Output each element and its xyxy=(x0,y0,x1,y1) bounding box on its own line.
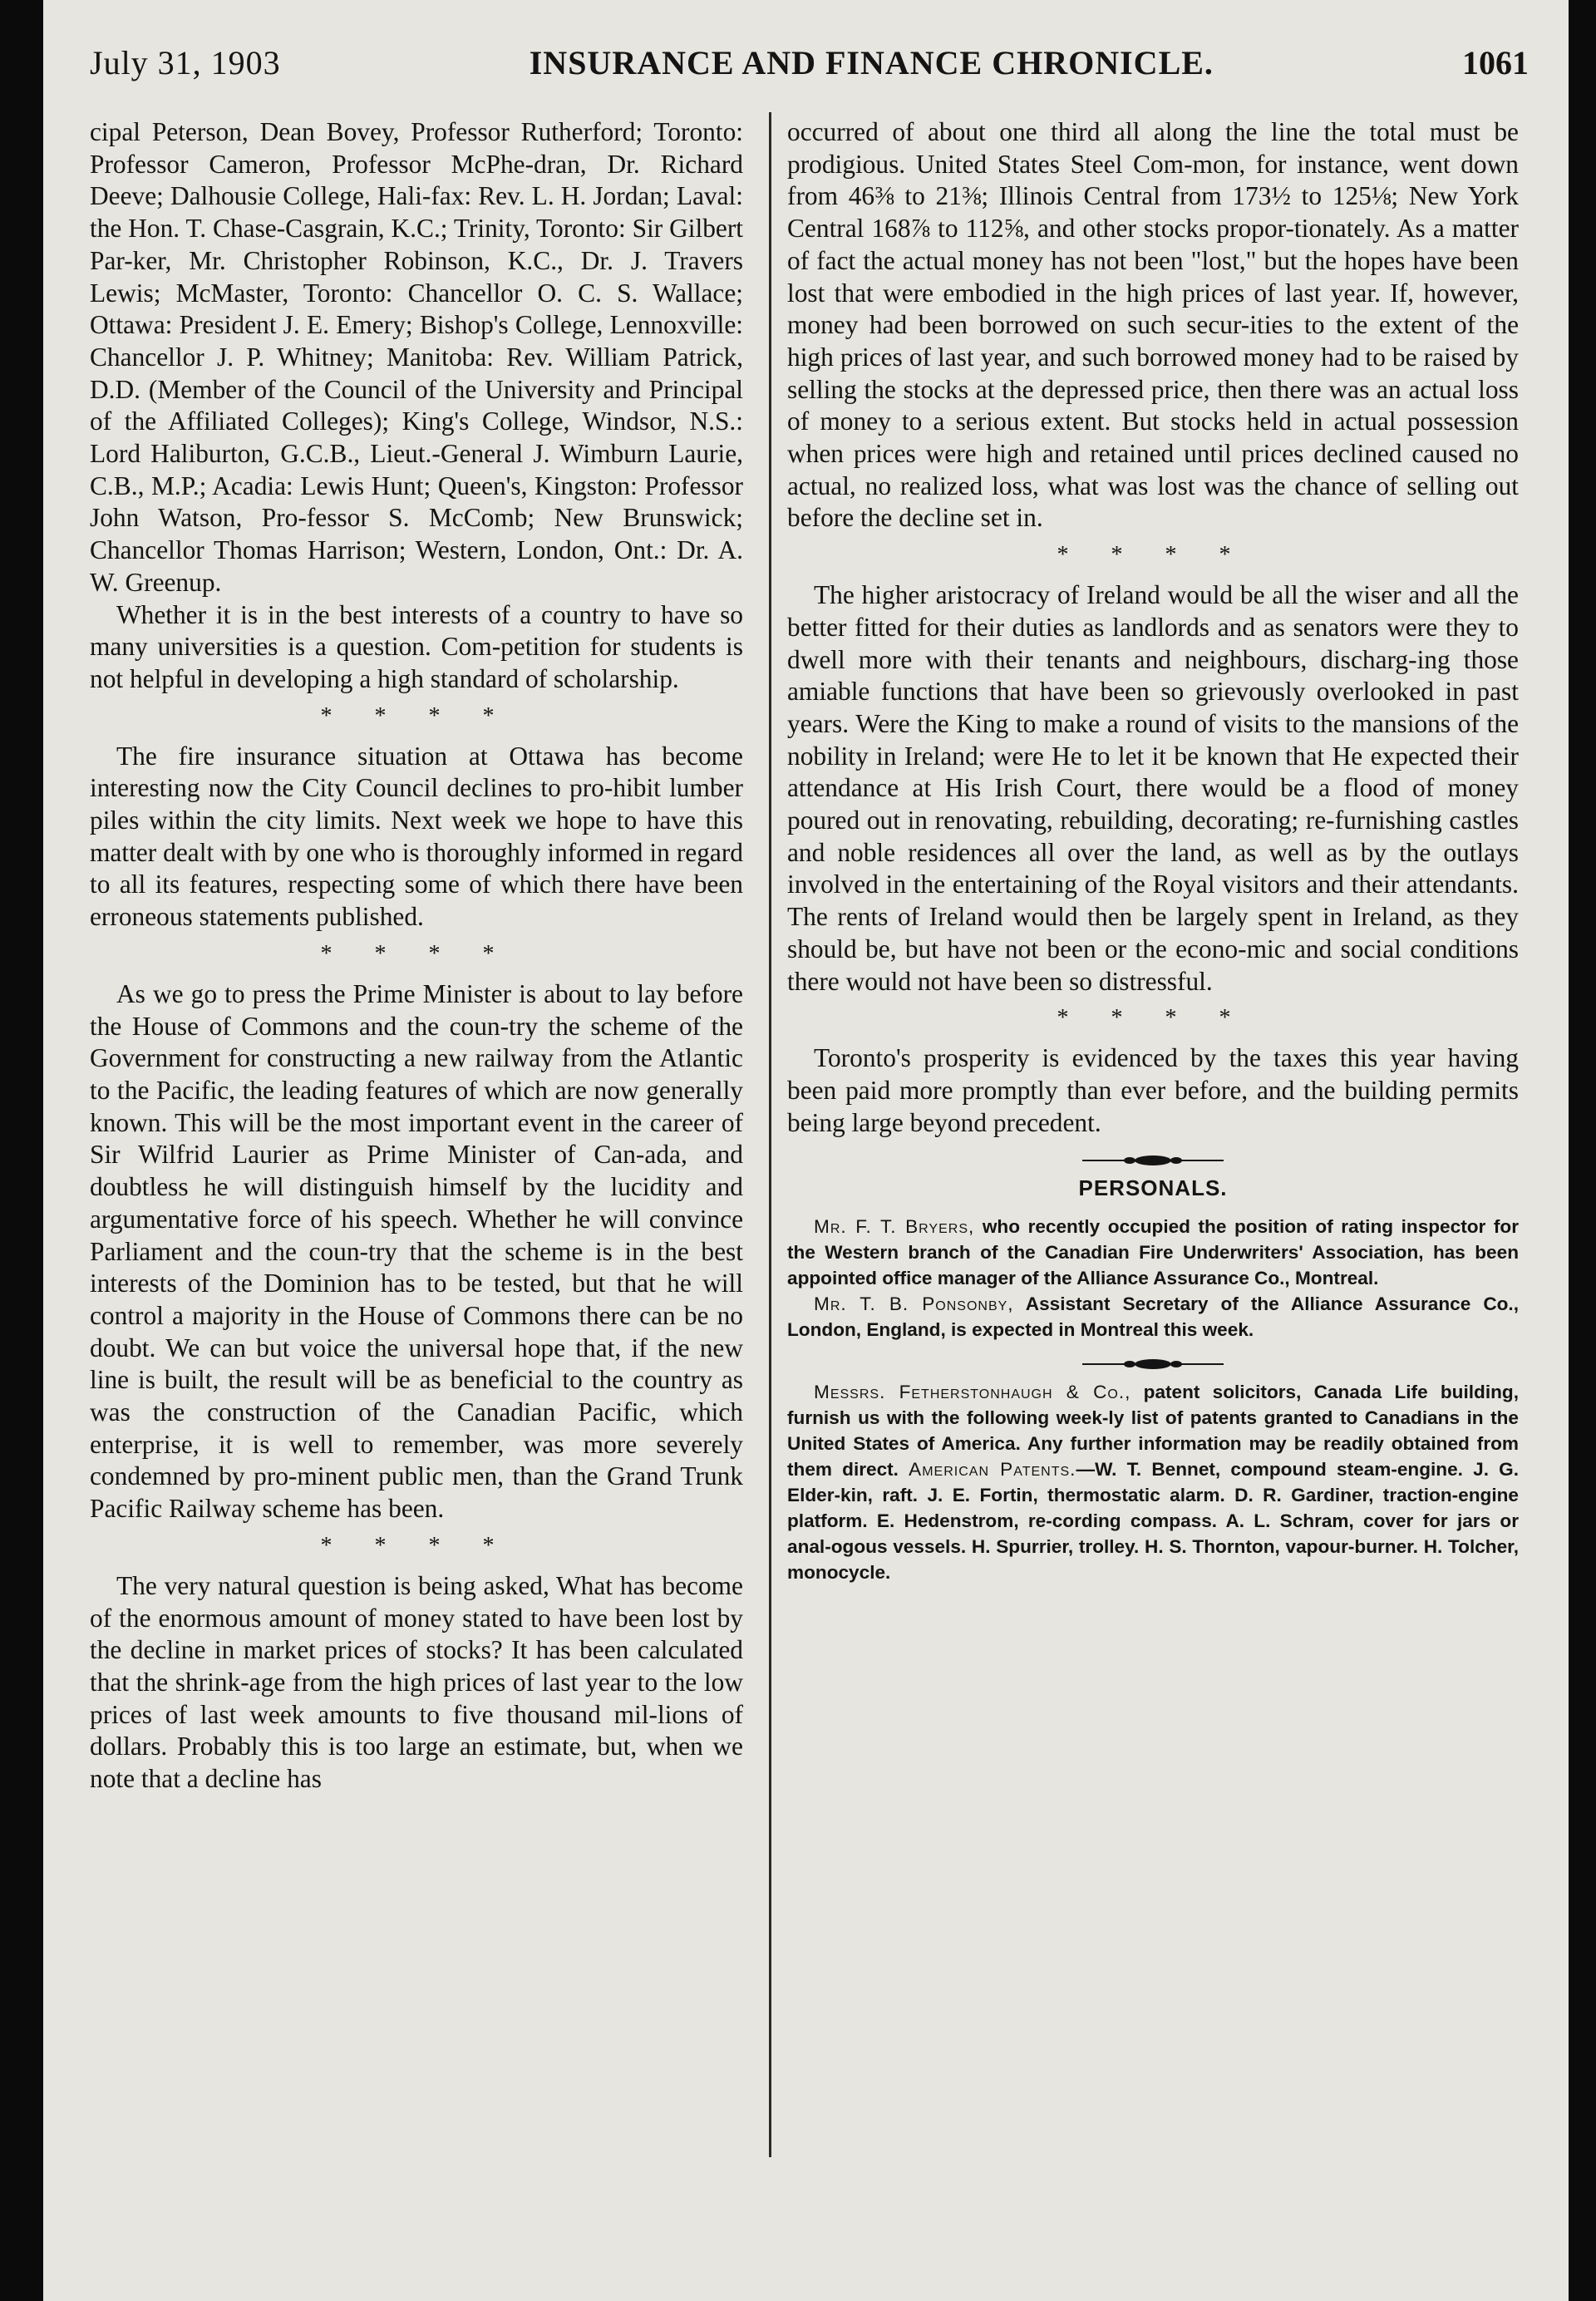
paragraph-stock-decline-cont: occurred of about one third all along the line the total must be prodigious. United States Steel Com-mon, for instance, went down from 46⅜ to 21⅜; Illinois Central from 173½ to 125⅛; New York Central 168⅞ to 112⅝, and other stocks propor-tionately. As a matter of fact the actual money has not been "lost," but the hopes have been lost that were embodied in the high prices of last year. If, however, money had been borrowed on such secur-ities to the extent of the high prices of last year, and such borrowed money had to be raised by selling the stocks at the depressed price, then there was an actual loss of money to a serious extent. But stocks held in actual possession when prices were high and retained until prices declined caused no actual, no realized loss, what was lost was the chance of selling out before the decline set in. xyxy=(787,117,1519,533)
section-separator: * * * * xyxy=(1057,1005,1249,1032)
personal-name: Mr. T. B. Ponsonby, xyxy=(814,1293,1014,1315)
page-number: 1061 xyxy=(1461,44,1529,81)
issue-date: July 31, 1903 xyxy=(90,44,281,81)
personal-name: Mr. F. T. Bryers, xyxy=(814,1216,975,1238)
section-separator: * * * * xyxy=(320,702,513,729)
newspaper-page xyxy=(43,0,1569,2301)
paragraph-universities-question: Whether it is in the best interests of a country to have so many universities is a question. Com-petition for students is not helpful in developing a high standard of scholarship. xyxy=(90,599,743,693)
page-header xyxy=(90,43,1529,93)
paragraph-ottawa-fire: The fire insurance situation at Ottawa has become interesting now the City Council declines to pro-hibit lumber piles within the city limits. Next week we hope to have this matter dealt with by one who is thoroughly informed in regard to all its features, respecting some of which there have been erroneous statements published. xyxy=(90,741,743,932)
patents-label: American Patents. xyxy=(909,1459,1076,1481)
patents-intro: patent solicitors, Canada Life building, furnish us with the following week-ly list of patents granted to Canadians in the United States of America. Any further information may be readily obtained from them direct. xyxy=(787,1382,1519,1481)
section-separator: * * * * xyxy=(1057,542,1249,569)
paragraph-universities-list: cipal Peterson, Dean Bovey, Professor Rutherford; Toronto: Professor Cameron, Professor McPhe-dran, Dr. Richard Deeve; Dalhousie College, Hali-fax: Rev. L. H. Jordan; Laval: the Hon. T. Chase-Casgrain, K.C.; Trinity, Toronto: Sir Gilbert Par-ker, Mr. Christopher Robinson, K.C., Dr. J. Travers Lewis; McMaster, Toronto: Chancellor O. C. S. Wallace; Ottawa: President J. E. Emery; Bishop's College, Lennoxville: Chancellor J. P. Whitney; Manitoba: Rev. William Patrick, D.D. (Member of the Council of the University and Principal of the Affiliated Colleges); King's College, Windsor, N.S.: Lord Haliburton, G.C.B., Lieut.-General J. Wimburn Laurie, C.B., M.P.; Acadia: Lewis Hunt; Queen's, Kingston: Professor John Watson, Pro-fessor S. McComb; New Brunswick; Chancellor Thomas Harrison; Western, London, Ont.: Dr. A. W. Greenup. xyxy=(90,117,743,597)
publication-title: INSURANCE AND FINANCE CHRONICLE. xyxy=(529,44,1214,81)
left-column xyxy=(90,116,743,1796)
paragraph-stock-decline: The very natural question is being asked, What has become of the enormous amount of money stated to have been lost by the decline in market prices of stocks? It has been calculated that the shrink-age from the high prices of last year to the low prices of last week amounts to five thousand mil-lions of dollars. Probably this is too large an estimate, but, when we note that a decline has xyxy=(90,1570,743,1794)
patents-firm-name: Messrs. Fetherstonhaugh & Co., xyxy=(814,1382,1131,1403)
paragraph-ireland: The higher aristocracy of Ireland would be all the wiser and all the better fitted for their duties as landlords and as senators were they to dwell more with their tenants and neighbours, discharg-ing those amiable functions that have been so grievously overlooked in past years. Were the King to make a round of visits to the mansions of the nobility in Ireland; were He to let it be known that He expected their attendance at His Irish Court, there would be a flood of money poured out in renovating, rebuilding, decorating; re-furnishing castles and noble residences all over the land, as well as by the outlays involved in the entertaining of the Royal visitors and their attendants. The rents of Ireland would then be largely spent in Ireland, as they should be, but have not been or the econo-mic and social conditions there would not have been so distressful. xyxy=(787,580,1519,996)
ornament-divider-icon xyxy=(787,1154,1519,1167)
personals-heading: PERSONALS. xyxy=(1078,1175,1228,1201)
paragraph-toronto: Toronto's prosperity is evidenced by the taxes this year having been paid more promptly than ever before, and the building permits being large beyond precedent. xyxy=(787,1043,1519,1137)
column-divider xyxy=(769,112,771,2157)
paragraph-railway: As we go to press the Prime Minister is about to lay before the House of Commons and the coun-try the scheme of the Government for constructing a new railway from the Atlantic to the Pacific, the leading features of which are now generally known. This will be the most important event in the career of Sir Wilfrid Laurier as Prime Minister of Can-ada, and doubtless he will distinguish himself by the lucidity and argumentative force of his speech. Whether he will convince Parliament and the coun-try that the scheme is in the best interests of the Dominion has to be tested, but that he will control a majority in the House of Commons there can be no doubt. We can but voice the universal hope that, if the new line is built, the result will be as beneficial to the country as was the construction of the Canadian Pacific, which enterprise, it is well to remember, was more severely condemned by pro-minent public men, than the Grand Trunk Pacific Railway scheme has been. xyxy=(90,978,743,1524)
ornament-divider-icon xyxy=(787,1357,1519,1371)
personal-item xyxy=(787,1291,1519,1343)
patents-item xyxy=(787,1379,1519,1585)
personal-item xyxy=(787,1214,1519,1291)
personal-text: who recently occupied the position of rating inspector for the Western branch of the Canadian Fire Underwriters' Association, has been appointed office manager of the Alliance Assurance Co., Montreal. xyxy=(787,1216,1519,1289)
personal-text: Assistant Secretary of the Alliance Assurance Co., London, England, is expected in Montreal this week. xyxy=(787,1293,1519,1341)
section-separator: * * * * xyxy=(320,1532,513,1559)
patents-list: —W. T. Bennet, compound steam-engine. J. G. Elder-kin, raft. J. E. Fortin, thermostatic alarm. D. R. Gardiner, traction-engine platform. E. Hedenstrom, re-cording compass. A. L. Schram, cover for jars or anal-ogous vessels. H. Spurrier, trolley. H. S. Thornton, vapour-burner. H. Tolcher, monocycle. xyxy=(787,1459,1520,1584)
section-separator: * * * * xyxy=(320,940,513,967)
right-column xyxy=(787,116,1519,1585)
